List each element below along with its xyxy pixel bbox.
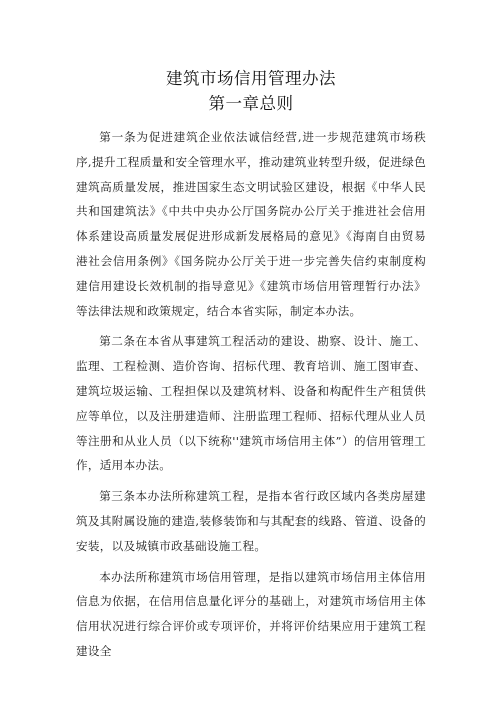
chapter-title: 第一章总则: [208, 94, 294, 113]
paragraph-article-3: 第三条本办法所称建筑工程，是指本省行政区域内各类房屋建筑及其附属设施的建造,装修装饰和与其配套的线路、管道、设备的安装，以及城镇市政基础设施工程。: [76, 489, 426, 553]
paragraph-article-2: 第二条在本省从事建筑工程活动的建设、勘察、设计、施工、监理、工程检测、造价咨询、招标代理、教育培训、施工图审查、建筑垃圾运输、工程担保以及建筑材料、设备和构配件生产租赁供应等单位，以及注册建造师、注册监理工程师、招标代理从业人员等注册和从业人员（以下统称''建筑市场信用主体”）的信用管理工作，适用本办法。: [76, 334, 426, 473]
paragraph-article-3-continued: 本办法所称建筑市场信用管理，是指以建筑市场信用主体信用信息为依据，在信用信息量化评分的基础上，对建筑市场信用主体信用状况进行综合评价或专项评价，并将评价结果应用于建筑工程建设全: [76, 569, 426, 658]
document-title: 建筑市场信用管理办法: [166, 69, 336, 88]
paragraph-article-1: 第一条为促进建筑企业依法诚信经营,进一步规范建筑市场秩序,提升工程质量和安全管理水平，推动建筑业转型升级，促进绿色建筑高质量发展，推进国家生态文明试验区建设，根据《中华人民共和国建筑法》《中共中央办公厅国务院办公厅关于推进社会信用体系建设高质量发展促进形成新发展格局的意见》《海南自由贸易港社会信用条例》《国务院办公厅关于进一步完善失信约束制度构建信用建设长效机制的指导意见》《建筑市场信用管理暂行办法》等法律法规和政策规定，结合本省实际，制定本办法。: [76, 130, 426, 318]
